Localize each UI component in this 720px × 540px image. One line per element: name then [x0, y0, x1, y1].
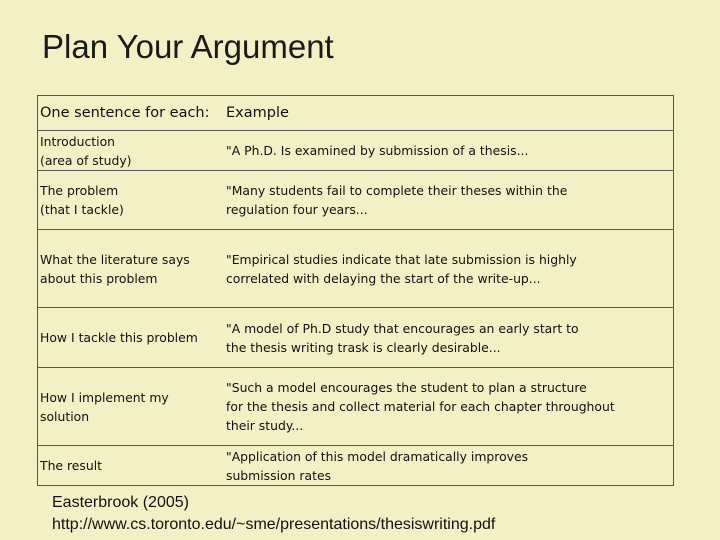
- row-example-line: regulation four years...: [226, 202, 368, 217]
- row-label-line: How I implement my: [40, 389, 169, 405]
- row-label: [38, 446, 225, 486]
- row-label: [38, 308, 225, 368]
- row-label-line: The problem: [40, 183, 119, 198]
- row-example-line: "Many students fail to complete their theses within the: [226, 183, 568, 198]
- table-header-row: [38, 96, 674, 131]
- argument-table: [37, 95, 674, 486]
- row-example: [224, 171, 674, 230]
- table-row: [38, 308, 674, 368]
- row-example-line: submission rates: [226, 467, 332, 483]
- table-row: [38, 446, 674, 486]
- table-row: [38, 131, 674, 171]
- citation-author: Easterbrook (2005): [52, 494, 189, 511]
- row-example-line: correlated with delaying the start of the write-up...: [226, 270, 541, 286]
- row-example-line: "A Ph.D. Is examined by submission of a thesis...: [226, 143, 529, 158]
- row-example-line: "Empirical studies indicate that late submission is highly: [226, 251, 577, 267]
- row-example: [224, 368, 674, 446]
- citation-url: http://www.cs.toronto.edu/~sme/presentations/thesiswriting.pdf: [52, 516, 496, 533]
- header-one-sentence: One sentence for each:: [38, 96, 225, 131]
- row-example: [224, 131, 674, 171]
- table-row: [38, 171, 674, 230]
- row-label: [38, 131, 225, 171]
- row-label-line: solution: [40, 408, 90, 424]
- slide-title: Plan Your Argument: [42, 28, 334, 65]
- table-row: [38, 230, 674, 308]
- table-row: [38, 368, 674, 446]
- row-example-line: for the thesis and collect material for each chapter throughout: [226, 399, 615, 414]
- row-example: [224, 230, 674, 308]
- row-example-line: their study...: [226, 418, 304, 433]
- row-label-line: (that I tackle): [40, 202, 124, 217]
- row-label: [38, 230, 225, 308]
- row-label-line: What the literature says: [40, 251, 190, 267]
- row-label-line: How I tackle this problem: [40, 330, 198, 345]
- row-label-line: about this problem: [40, 270, 158, 286]
- row-label-line: The result: [40, 458, 103, 473]
- row-label: [38, 368, 225, 446]
- header-example: Example: [224, 96, 674, 131]
- row-example-line: "A model of Ph.D study that encourages an early start to: [226, 320, 579, 336]
- row-example: [224, 446, 674, 486]
- row-example-line: "Such a model encourages the student to plan a structure: [226, 380, 587, 395]
- row-example-line: the thesis writing trask is clearly desirable...: [226, 339, 501, 355]
- citation: [52, 492, 495, 536]
- row-example-line: "Application of this model dramatically improves: [226, 448, 529, 464]
- row-label-line: Introduction: [40, 133, 116, 149]
- row-label-line: (area of study): [40, 152, 132, 168]
- row-example: [224, 308, 674, 368]
- row-label: [38, 171, 225, 230]
